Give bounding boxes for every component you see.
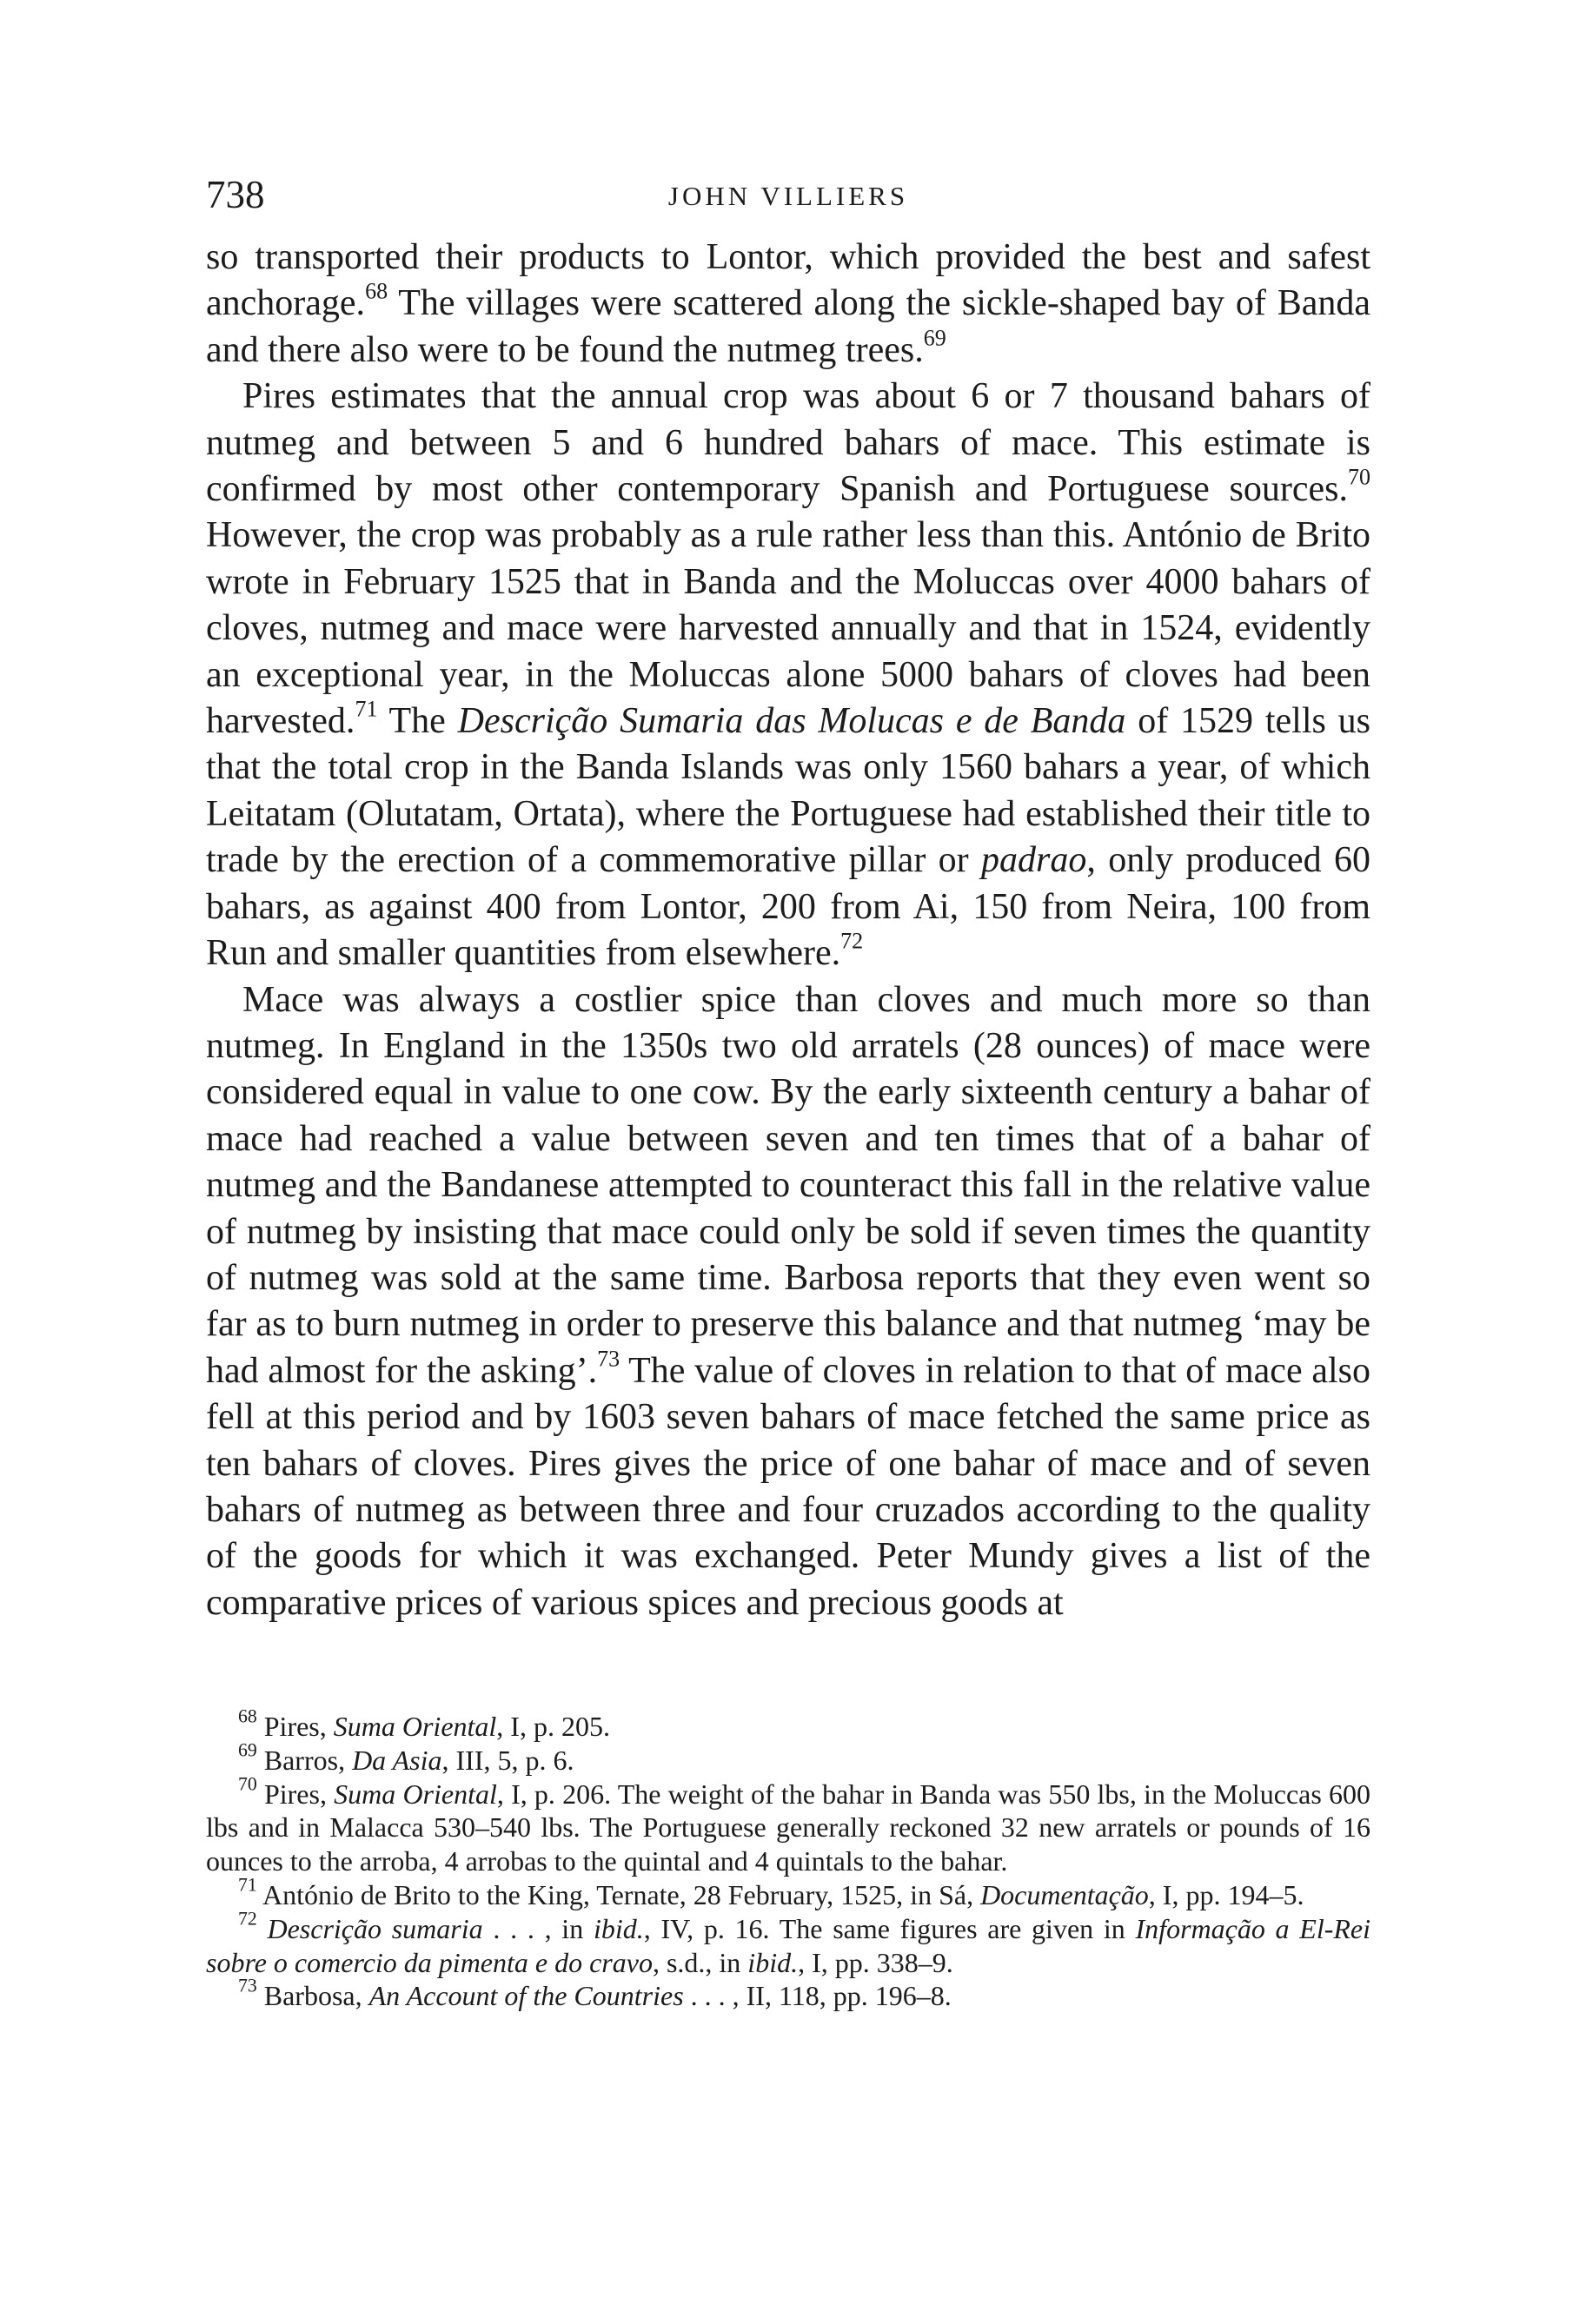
text-run: , I, pp. 338–9. [798,1946,953,1978]
italic-text: Descrição Sumaria das Molucas e de Banda [457,701,1126,742]
text-run: . . . , II, 118, pp. 196–8. [683,1980,952,2012]
running-head: JOHN VILLIERS [667,181,909,211]
italic-text: An Account of the Countries [368,1980,684,2012]
footnotes [206,1705,1371,2013]
text-run: . . . , in [482,1912,594,1944]
text-run: Mace was always a costlier spice than cloves and much more so than nutmeg. In England in the 1350s two old arratels (28 ounces) of mace were considered equal in value to one cow. By the early sixteenth century a bahar of mace had reached a value between seven and ten times that of a bahar of nutmeg and the Bandanese attempted to counteract this fall in the relative value of nutmeg by insisting that mace could only be sold if seven times the quantity of nutmeg was sold at the same time. Barbosa reports that they even went so far as to burn nutmeg in order to preserve this balance and that nutmeg ‘may be had almost for the asking’. [206,979,1370,1391]
text-run [257,1913,268,1944]
footnote-ref: 73 [238,1975,257,1996]
page-number: 738 [206,173,265,216]
text-run: The [377,701,458,742]
body-text [206,235,1370,1626]
footnote-ref: 69 [923,325,946,351]
text-run: , I, pp. 194–5. [1148,1878,1304,1910]
text-run: , I, p. 206. The weight of the bahar in Banda was 550 lbs, in the Moluccas 600 lbs and in Malacca 530–540 lbs. The Portuguese generally reckoned 32 new arratels or pounds of 16 ounces to the arroba, 4 arrobas to the quintal and 4 quintals to the bahar. [206,1778,1371,1877]
page-header [206,170,1370,222]
paragraph [206,977,1370,1627]
italic-text: Suma Oriental [333,1711,497,1742]
text-run: Barros, [256,1744,353,1776]
italic-text: Documentação [980,1878,1149,1910]
footnote-ref: 73 [597,1346,620,1372]
paragraph [206,374,1370,977]
text-run: António de Brito to the King, Ternate, 28 February, 1525, in Sá, [256,1878,981,1910]
italic-text: ibid. [747,1946,799,1978]
footnote [206,1874,1370,1912]
italic-text: Da Asia [352,1744,442,1776]
text-run: , I, p. 205. [496,1711,610,1742]
footnote [206,1705,1370,1744]
text-run: so transported their products to Lontor, which provided the best and safest anchorage. [206,237,1370,324]
text-run: , III, 5, p. 6. [441,1744,574,1776]
text-run: of 1529 tells us that the total crop in the Banda Islands was only 1560 bahars a year, of which Leitatam (Olutatam, Ortata), where the Portuguese had established their title to trade by the erection of a commemorative pillar or [206,701,1371,881]
italic-text: Suma Oriental [334,1778,497,1810]
text-run: Pires, [256,1711,334,1742]
text-run: Barbosa, [256,1980,369,2012]
footnote-ref: 71 [355,696,378,722]
footnote-ref: 68 [238,1705,257,1727]
footnote [206,1739,1370,1778]
footnote-ref: 72 [840,928,864,954]
text-run: , IV, p. 16. The same figures are given in [643,1912,1136,1944]
footnote-ref: 68 [365,278,388,304]
paragraph [206,235,1370,374]
footnote-ref: 72 [238,1908,257,1930]
footnote-ref: 70 [1347,464,1370,490]
footnote [206,1975,1370,2013]
footnote-ref: 69 [238,1739,257,1761]
text-run: , s.d., in [652,1946,748,1978]
text-run: Pires, [256,1778,335,1810]
text-run: , only produced 60 bahars, as against 400 from Lontor, 200 from Ai, 150 from Neira, 100 from Run and smaller quantities from elsewhere. [206,840,1370,974]
text-run: However, the crop was probably as a rule rather less than this. António de Brito wrote in February 1525 that in Banda and the Moluccas over 4000 bahars of cloves, nutmeg and mace were harvested annually and that in 1524, evidently an exceptional year, in the Moluccas alone 5000 bahars of cloves had been harvested. [206,515,1370,742]
italic-text: ibid. [593,1912,644,1944]
footnote [206,1908,1371,1980]
text-run: The value of cloves in relation to that of mace also fell at this period and by 1603 seven bahars of mace fetched the same price as ten bahars of cloves. Pires gives the price of one bahar of mace and of seven bahars of nutmeg as between three and four cruzados according to the quality of the goods for which it was exchanged. Peter Mundy gives a list of the comparative prices of various spices and precious goods at [206,1350,1370,1623]
footnote-ref: 71 [238,1874,257,1896]
footnote-ref: 70 [238,1772,257,1794]
italic-text: Descrição sumaria [267,1912,483,1944]
italic-text: padrao [981,840,1087,881]
italic-text: Informação a El-Rei sobre o comercio da pimenta e do cravo [206,1912,1371,1978]
footnote [206,1772,1371,1878]
text-run: Pires estimates that the annual crop was about 6 or 7 thousand bahars of nutmeg and between 5 and 6 hundred bahars of mace. This estimate is confirmed by most other contemporary Spanish and Portuguese sources. [206,376,1370,510]
text-run: The villages were scattered along the sickle-shaped bay of Banda and there also were to be found the nutmeg trees. [206,283,1370,370]
